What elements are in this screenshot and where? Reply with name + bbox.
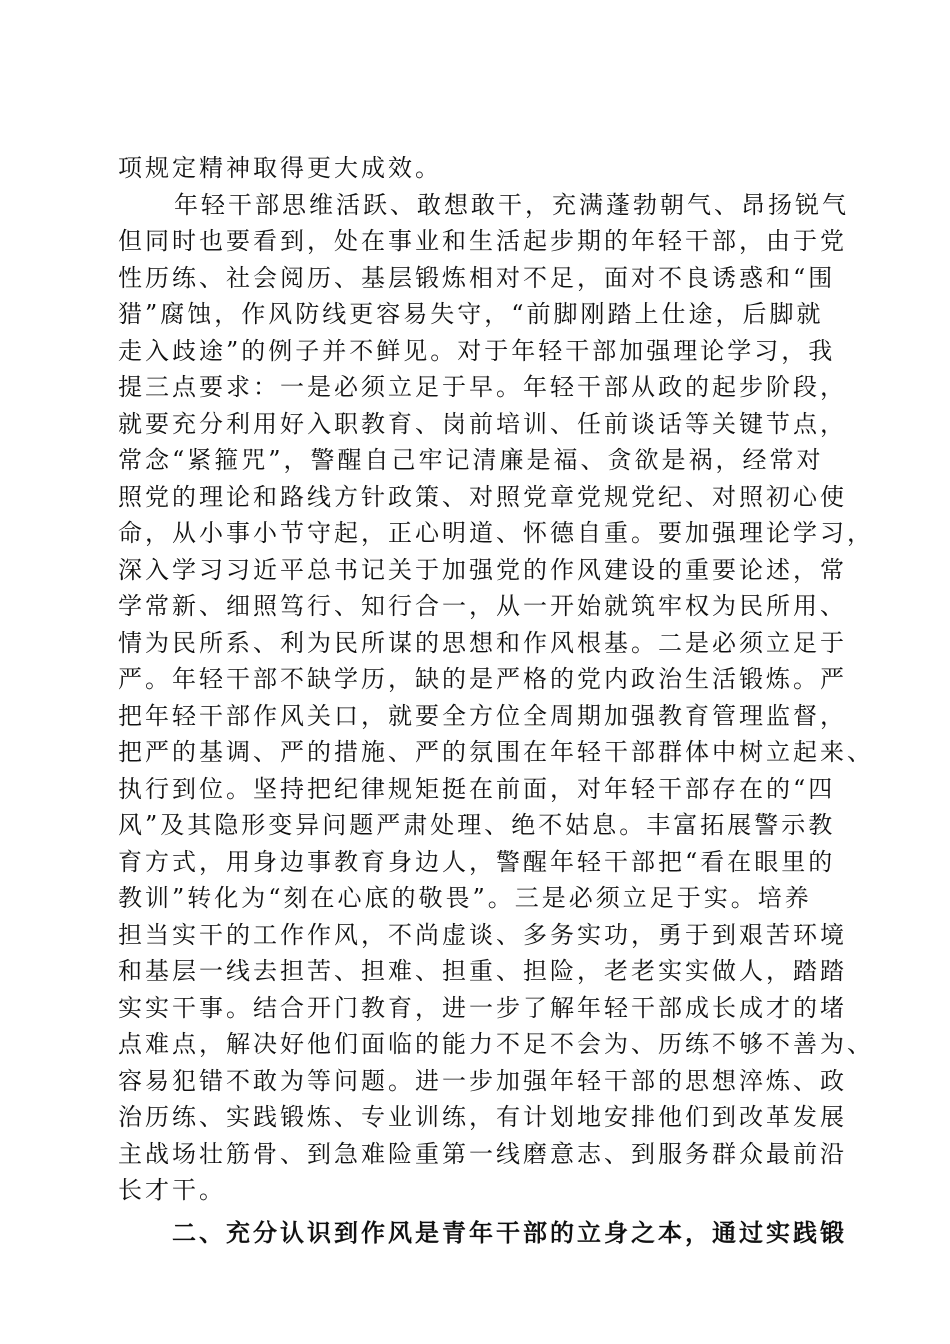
section-heading: 二、充分认识到作风是青年干部的立身之本，通过实践锻	[172, 1218, 847, 1247]
text-line: 就要充分利用好入职教育、岗前培训、任前谈话等关键节点，	[118, 409, 847, 438]
text-line: 严。年轻干部不缺学历，缺的是严格的党内政治生活锻炼。严	[118, 665, 847, 693]
text-line: 主战场壮筋骨、到急难险重第一线磨意志、到服务群众最前沿	[118, 1139, 847, 1168]
text-line: 猎”腐蚀，作风防线更容易失守，“前脚刚踏上仕途，后脚就	[118, 300, 824, 328]
text-line: 把严的基调、严的措施、严的氛围在年轻干部群体中树立起来、	[118, 738, 874, 766]
text-line: 情为民所系、利为民所谋的思想和作风根基。二是必须立足于	[118, 628, 847, 657]
text-line: 常念“紧箍咒”，警醒自己牢记清廉是福、贪欲是祸，经常对	[118, 446, 824, 474]
text-line: 治历练、实践锻炼、专业训练，有计划地安排他们到改革发展	[118, 1103, 847, 1131]
text-line: 实实干事。结合开门教育，进一步了解年轻干部成长成才的堵	[118, 993, 847, 1022]
text-line: 点难点，解决好他们面临的能力不足不会为、历练不够不善为、	[118, 1030, 874, 1058]
text-line: 走入歧途”的例子并不鲜见。对于年轻干部加强理论学习，我	[118, 336, 836, 365]
text-line: 提三点要求：一是必须立足于早。年轻干部从政的起步阶段，	[118, 373, 847, 401]
text-line: 执行到位。坚持把纪律规矩挺在前面，对年轻干部存在的“四	[118, 774, 836, 803]
text-line: 命，从小事小节守起，正心明道、怀德自重。要加强理论学习，	[118, 519, 874, 547]
body-text	[118, 150, 874, 1251]
text-line: 性历练、社会阅历、基层锻炼相对不足，面对不良诱惑和“围	[118, 263, 836, 292]
text-line: 照党的理论和路线方针政策、对照党章党规党纪、对照初心使	[118, 482, 847, 511]
text-line: 育方式，用身边事教育身边人，警醒年轻干部把“看在眼里的	[118, 847, 836, 876]
text-line: 学常新、细照笃行、知行合一，从一开始就筑牢权为民所用、	[118, 592, 847, 620]
text-line: 但同时也要看到，处在事业和生活起步期的年轻干部，由于党	[118, 227, 847, 255]
text-line: 担当实干的工作作风，不尚虚谈、多务实功，勇于到艰苦环境	[118, 920, 847, 949]
text-line: 和基层一线去担苦、担难、担重、担险，老老实实做人，踏踏	[118, 957, 847, 985]
text-line: 长才干。	[118, 1176, 226, 1204]
text-line: 风”及其隐形变异问题严肃处理、绝不姑息。丰富拓展警示教	[118, 811, 836, 839]
text-line: 深入学习习近平总书记关于加强党的作风建设的重要论述，常	[118, 555, 847, 584]
text-line: 容易犯错不敢为等问题。进一步加强年轻干部的思想淬炼、政	[118, 1066, 847, 1095]
paragraph-start-line: 年轻干部思维活跃、敢想敢干，充满蓬勃朝气、昂扬锐气	[174, 190, 849, 219]
text-line: 把年轻干部作风关口，就要全方位全周期加强教育管理监督，	[118, 701, 847, 730]
text-line: 项规定精神取得更大成效。	[118, 154, 442, 182]
text-line: 教训”转化为“刻在心底的敬畏”。三是必须立足于实。培养	[118, 884, 812, 912]
